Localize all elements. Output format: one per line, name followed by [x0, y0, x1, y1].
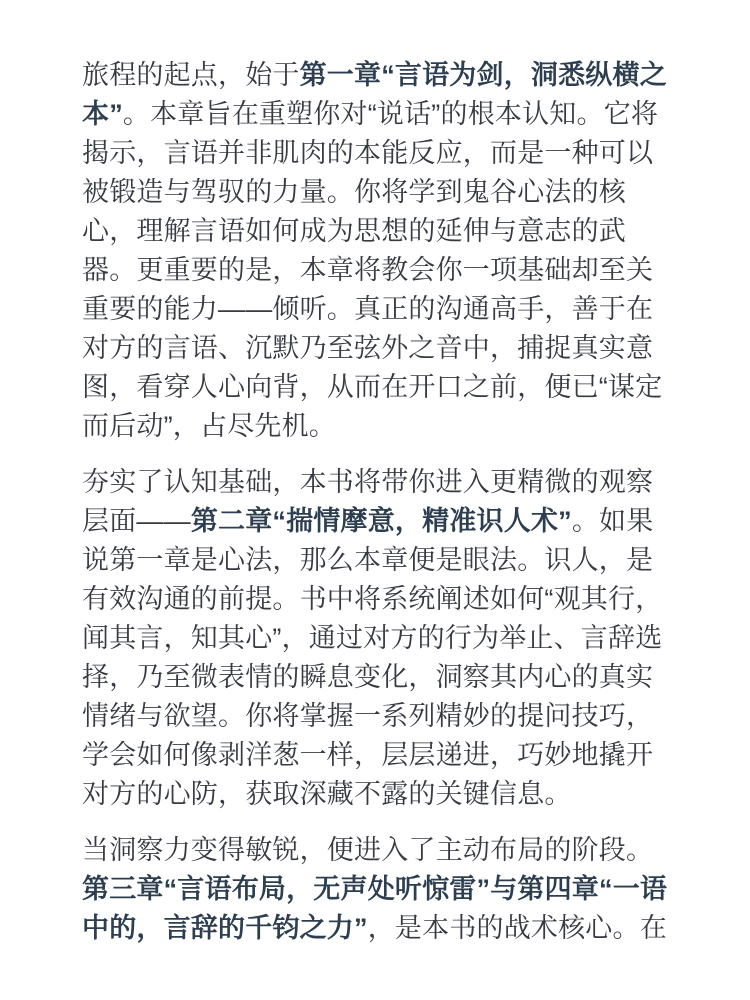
body-text: 当洞察力变得敏锐，便进入了主动布局的阶段。 [82, 835, 654, 865]
chapter-title-emphasis: 第三章“言语布局，无声处听惊雷”与第四章“一语中的，言辞的千钧之力” [82, 874, 668, 943]
body-text: ，是本书的战术核心。在 [367, 913, 667, 943]
chapter-title-emphasis: 第一章“言语为剑，洞悉纵横之本” [82, 60, 667, 129]
paragraph-3 [82, 831, 672, 948]
body-text: 。如果说第一章是心法，那么本章便是眼法。识人，是有效沟通的前提。书中将系统阐述如何“观其行，闻其言，知其心”，通过对方的行为举止、言辞选择，乃至微表情的瞬息变化，洞察其内心的真实情绪与欲望。你将掌握一系列精妙的提问技巧，学会如何像剥洋葱一样，层层递进，巧妙地撬开对方的心防，获取深藏不露的关键信息。 [82, 506, 663, 809]
chapter-title-emphasis: 第二章“揣情摩意，精准识人术” [190, 506, 572, 536]
body-text: 旅程的起点，始于 [82, 60, 300, 90]
body-text: 。本章旨在重塑你对“说话”的根本认知。它将揭示，言语并非肌肉的本能反应，而是一种可以被锻造与驾驭的力量。你将学到鬼谷心法的核心，理解言语如何成为思想的延伸与意志的武器。更重要的是，本章将教会你一项基础却至关重要的能力——倾听。真正的沟通高手，善于在对方的言语、沉默乃至弦外之音中，捕捉真实意图，看穿人心向背，从而在开口之前，便已“谋定而后动”，占尽先机。 [82, 99, 663, 441]
body-text: 夯实了认知基础，本书将带你进入更精微的观察层面—— [82, 467, 654, 536]
paragraph-1 [82, 56, 672, 446]
paragraph-2 [82, 463, 672, 814]
